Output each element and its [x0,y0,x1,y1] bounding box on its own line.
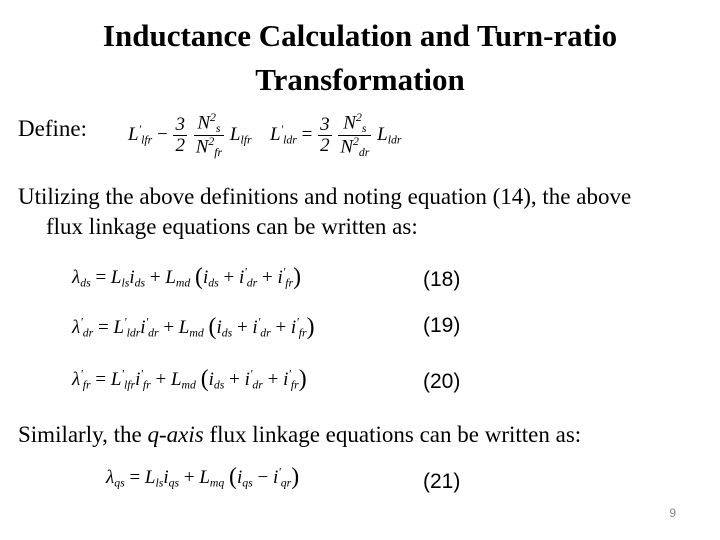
definition-l-ldr: $L'_{ldr}$ = $\frac{3}{2}$ $\frac{N^2_s}{N^2_{dr}}$ $L_{ldr}$ [270,111,402,160]
q-axis-emphasis: q-axis [147,422,204,447]
equation-18: $\lambda_{ds} = L_{ls}i_{ds} + L_{md}$ $(i_{ds} + i'_{dr} + i'_{fr})$ [72,264,302,290]
page-number: 9 [669,506,676,520]
q-axis-prefix: Similarly, the [18,422,148,447]
slide-title [0,14,720,102]
equation-18-number: (18) [423,268,461,291]
paragraph-line-1: Utilizing the above definitions and noting equation (14), the above [18,184,632,209]
equation-20-number: (20) [423,370,461,393]
paragraph-flux-linkage [18,182,708,243]
paragraph-line-2: flux linkage equations can be written as: [46,214,418,240]
q-axis-suffix: flux linkage equations can be written as: [203,422,582,447]
define-label: Define: [18,116,87,141]
title-line-2: Transformation [255,62,465,98]
equation-19: $\lambda'_{dr} = L'_{ldr}i'_{dr} + L_{md}$ $(i_{ds} + i'_{dr} + i'_{fr})$ [72,314,315,340]
paragraph-q-axis [18,420,708,450]
equation-20: $\lambda'_{fr} = L'_{lfr}i'_{fr} + L_{md}$ $(i_{ds} + i'_{dr} + i'_{fr})$ [72,366,307,392]
definition-l-lfr: $L'_{lfr}$ − $\frac{3}{2}$ $\frac{N^2_s}{N^2_{fr}}$ $L_{lfr}$ [128,111,252,160]
equation-19-number: (19) [423,314,461,337]
equation-21: $\lambda_{qs} = L_{ls}i_{qs} + L_{mq}$ $(i_{qs} - i'_{qr})$ [106,464,300,490]
equation-21-number: (21) [423,470,461,493]
title-line-1: Inductance Calculation and Turn-ratio [102,18,618,53]
